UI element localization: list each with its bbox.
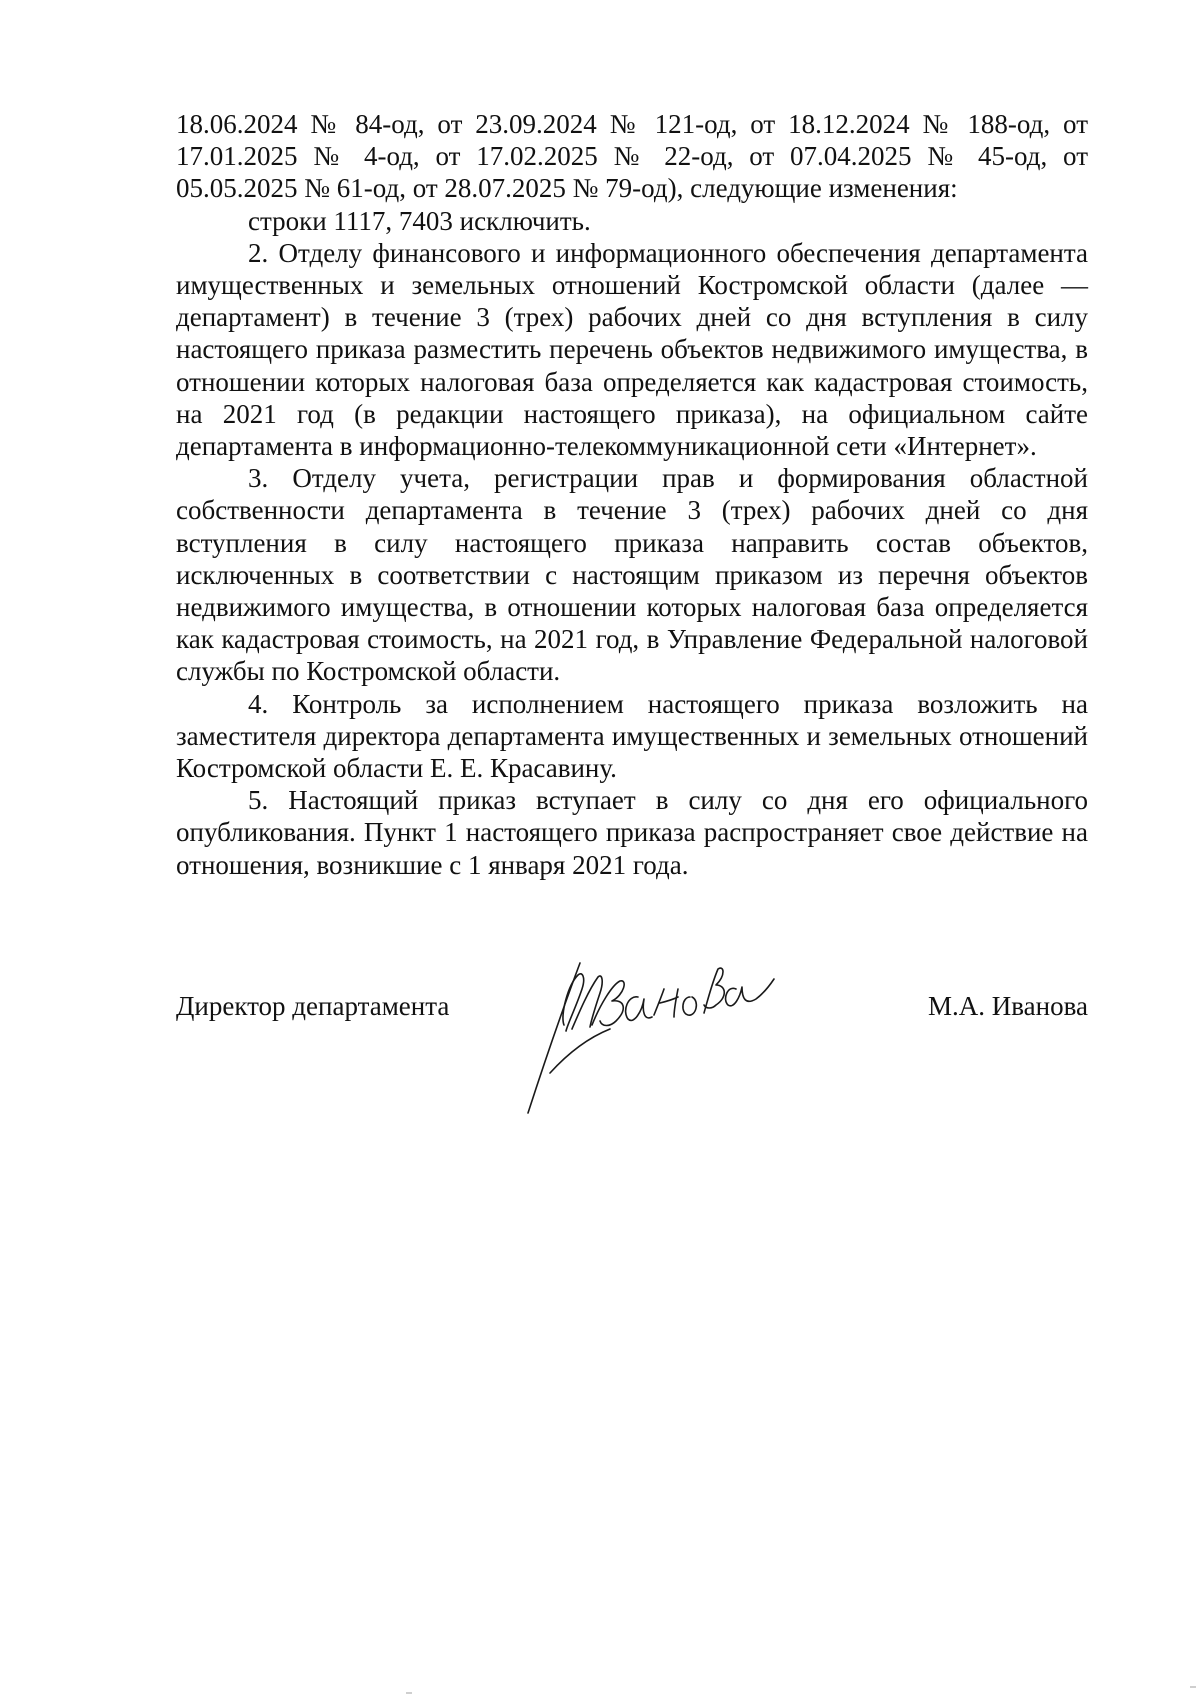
signer-name: М.А. Иванова bbox=[928, 991, 1088, 1021]
scan-artifact bbox=[1190, 1686, 1196, 1688]
scan-artifact bbox=[406, 1692, 412, 1694]
paragraph-item-3: 3. Отделу учета, регистрации прав и формирования областной собственности департамента в течение 3 (трех) рабочих дней со дня вступления в силу настоящего приказа направить состав объектов, исключенных в соответствии с настоящим приказом из перечня объектов недвижимого имущества, в отношении которых налоговая база определяется как кадастровая стоимость, на 2021 год, в Управление Федеральной налоговой службы по Костромской области. bbox=[176, 463, 1088, 687]
paragraph-item-2: 2. Отделу финансового и информационного обеспечения департамента имущественных и земельных отношений Костромской области (далее — департамент) в течение 3 (трех) рабочих дней со дня вступления в силу настоящего приказа разместить перечень объектов недвижимого имущества, в отношении которых налоговая база определяется как кадастровая стоимость, на 2021 год (в редакции настоящего приказа), на официальном сайте департамента в информационно-телекоммуникационной сети «Интернет». bbox=[176, 237, 1088, 462]
paragraph-item-4: 4. Контроль за исполнением настоящего приказа возложить на заместителя директора департамента имущественных и земельных отношений Костромской области Е. Е. Красавину. bbox=[176, 688, 1088, 784]
paragraph-item-5: 5. Настоящий приказ вступает в силу со дня его официального опубликования. Пункт 1 настоящего приказа распространяет свое действие на отношения, возникшие с 1 января 2021 года. bbox=[176, 785, 1088, 880]
handwritten-signature bbox=[520, 955, 780, 1125]
paragraph-continuation: 18.06.2024 № 84-од, от 23.09.2024 № 121-од, от 18.12.2024 № 188-од, от 17.01.2025 № 4-од, от 17.02.2025 № 22-од, от 07.04.2025 № 45-од, от 05.05.2025 № 61-од, от 28.07.2025 № 79-од), следующие изменения: bbox=[176, 109, 1088, 204]
paragraph-rows-excluded: строки 1117, 7403 исключить. bbox=[248, 205, 591, 236]
document-body bbox=[176, 108, 1088, 881]
signer-title: Директор департамента bbox=[176, 991, 450, 1021]
